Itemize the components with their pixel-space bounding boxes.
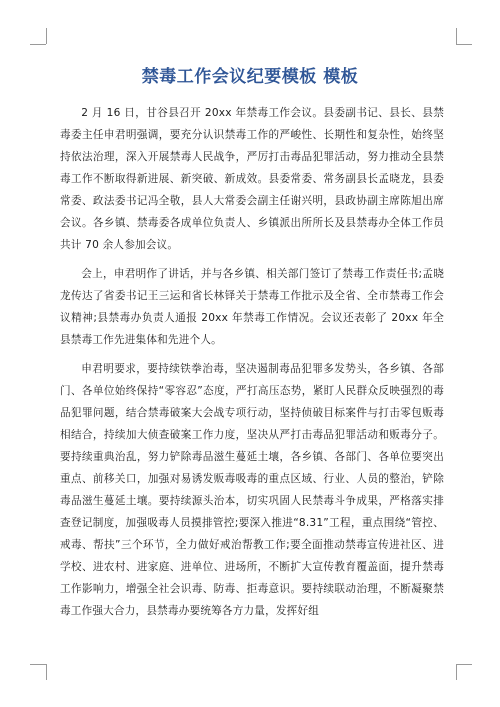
paragraph-meeting-proceedings: 会上，申君明作了讲话，并与各乡镇、相关部门签订了禁毒工作责任书;孟晓龙传达了省委书记王三运和省长林铎关于禁毒工作批示及全省、全市禁毒工作会议精神;县禁毒办负责人通报 20xx 年禁毒工作情况。会议还表彰了 20xx 年全县禁毒工作先进集体和先进个人。: [60, 268, 444, 346]
document-title: 禁毒工作会议纪要模板 模板: [141, 67, 359, 87]
paragraph-meeting-overview: 2 月 16 日，甘谷县召开 20xx 年禁毒工作会议。县委副书记、县长、县禁毒委主任申君明强调，要充分认识禁毒工作的严峻性、长期性和复杂性，始终坚持依法治理，深入开展禁毒人民战争，严厉打击毒品犯罪活动，努力推动全县禁毒工作不断取得新进展、新突破、新成效。县委常委、常务副县长孟晓龙，县委常委、政法委书记冯全敬，县人大常委会副主任谢兴明，县政协副主席陈旭出席会议。各乡镇、禁毒委各成单位负责人、乡镇派出所所长及县禁毒办全体工作员共计 70 余人参加会议。: [60, 107, 444, 251]
document-body: [60, 102, 444, 629]
paragraph-requirements: 申君明要求，要持续铁拳治毒，坚决遏制毒品犯罪多发势头，各乡镇、各部门、各单位始终保持“零容忍”态度，严打高压态势，紧盯人民群众反映强烈的毒品犯罪问题，结合禁毒破案大会战专项行动，坚持侦破目标案件与打击零包贩毒相结合，持续加大侦查破案工作力度，坚决从严打击毒品犯罪活动和贩毒分子。要持续重典治乱，努力铲除毒品滋生蔓延土壤，各乡镇、各部门、各单位要突出重点、前移关口，加强对易诱发贩毒吸毒的重点区域、行业、人员的整治，铲除毒品滋生蔓延土壤。要持续源头治本，切实巩固人民禁毒斗争成果，严格落实排查登记制度，加强吸毒人员摸排管控;要深入推进“8.31”工程，重点围绕“管控、戒毒、帮扶”三个环节，全力做好戒治帮教工作;要全面推动禁毒宣传进社区、进学校、进农村、进家庭、进单位、进场所，不断扩大宣传教育覆盖面，提升禁毒工作影响力，增强全社会识毒、防毒、拒毒意识。要持续联动治理，不断凝聚禁毒工作强大合力，县禁毒办要统筹各方力量，发挥好组: [60, 363, 444, 617]
